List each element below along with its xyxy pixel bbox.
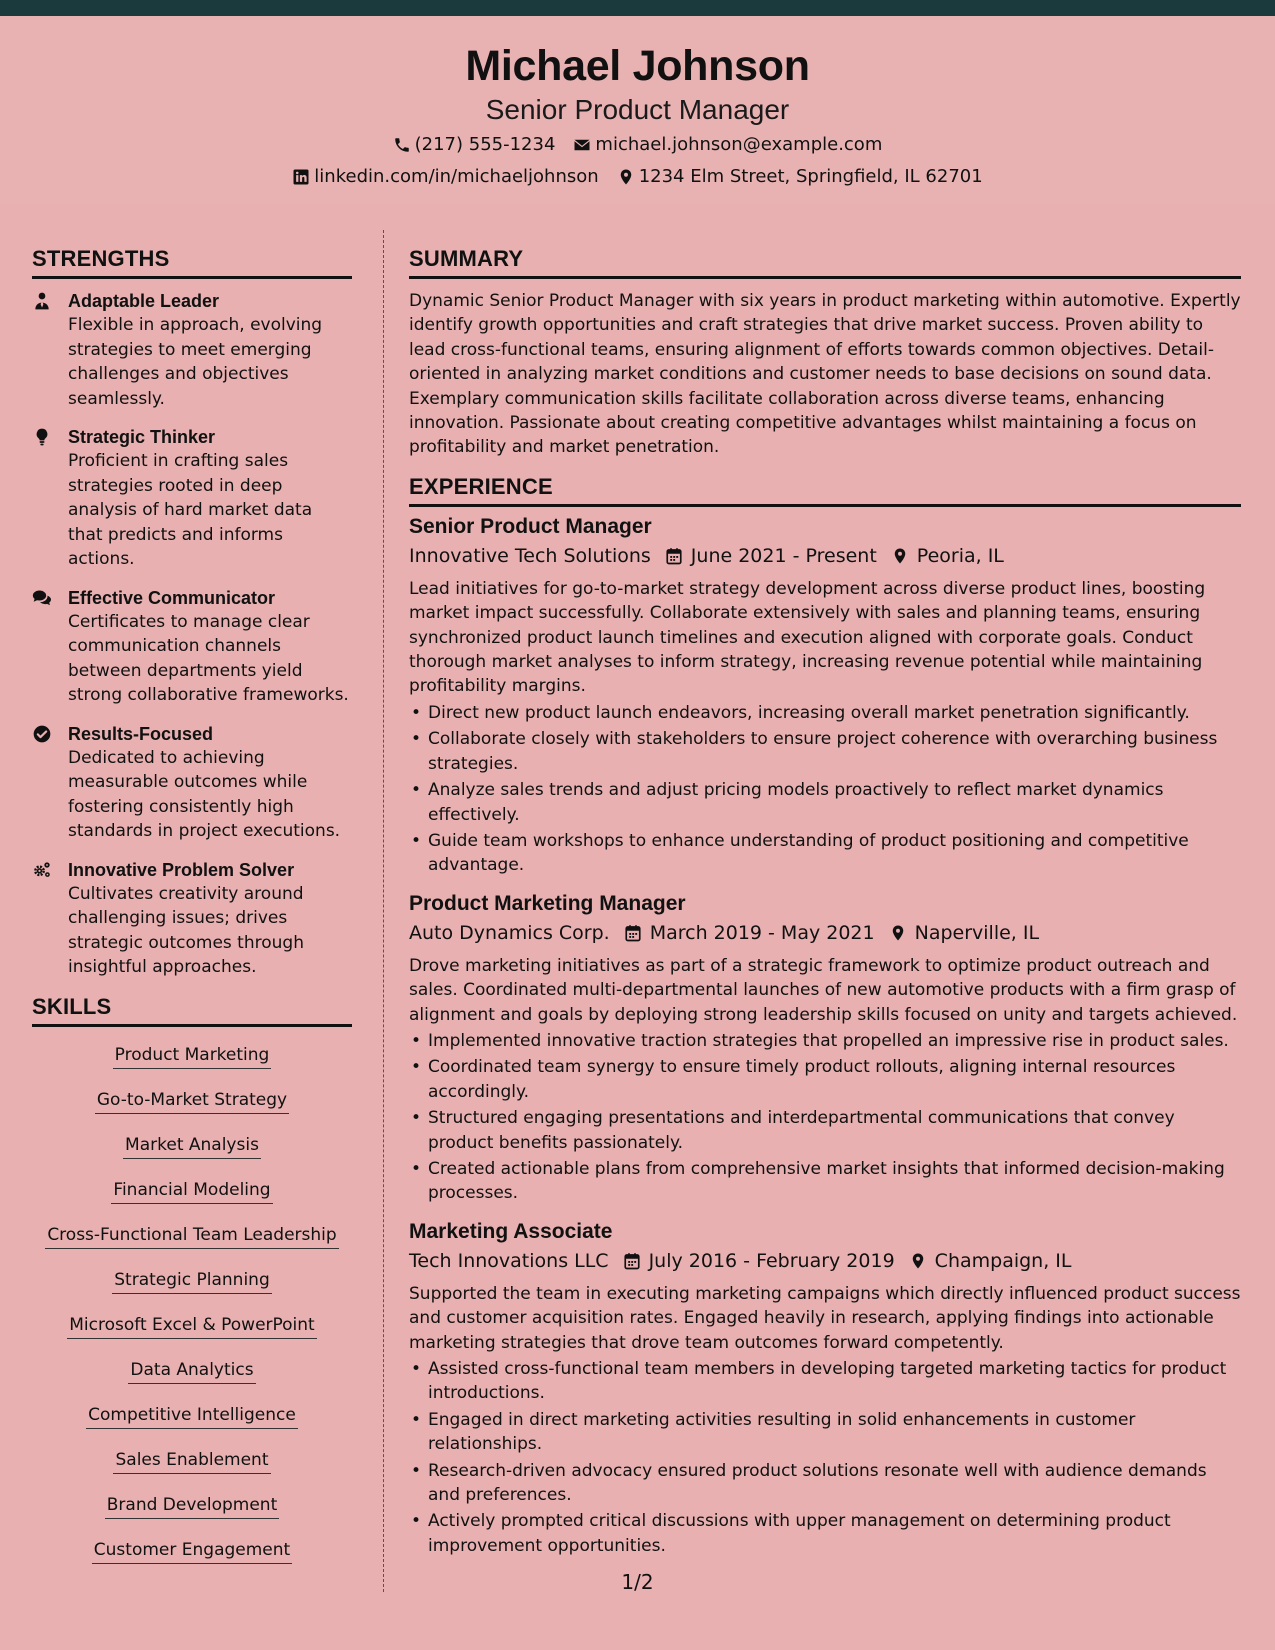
envelope-icon (573, 136, 591, 154)
strength-item (32, 858, 352, 980)
strength-title: Strategic Thinker (68, 427, 216, 447)
email-text[interactable]: michael.johnson@example.com (595, 134, 883, 155)
right-column (409, 246, 1241, 1570)
job-title: Product Marketing Manager (409, 891, 686, 915)
job-bullet: • Direct new product launch endeavors, increasing overall market penetration significantly. (409, 701, 1241, 725)
left-column (32, 246, 352, 1583)
skill-item: Cross-Functional Team Leadership (45, 1223, 338, 1249)
job-dates-text: March 2019 - May 2021 (649, 921, 875, 944)
job-bullet: • Research-driven advocacy ensured product solutions resonate well with audience demands and preferences. (409, 1459, 1241, 1508)
candidate-name: Michael Johnson (465, 42, 810, 90)
job-bullet: • Analyze sales trends and adjust pricing models proactively to reflect market dynamics effectively. (409, 778, 1241, 827)
job-dates (623, 1246, 895, 1276)
summary-heading: SUMMARY (409, 246, 1241, 279)
summary-section (409, 246, 1241, 460)
job-description: Supported the team in executing marketing campaigns which directly influenced product success and customer acquisition rates. Engaged heavily in research, applying findings into actionable marketing strategies that drove team outcomes forward competently. (409, 1283, 1241, 1353)
phone-text: (217) 555-1234 (414, 134, 556, 155)
job-bullet: • Structured engaging presentations and interdepartmental communications that convey product benefits passionately. (409, 1106, 1241, 1155)
skill-item: Brand Development (105, 1493, 279, 1519)
phone-contact (393, 134, 556, 155)
column-divider (383, 230, 384, 1592)
strength-item (32, 586, 352, 708)
skill-item: Strategic Planning (112, 1268, 271, 1294)
lightbulb-icon (32, 425, 68, 572)
map-marker-icon (891, 547, 909, 565)
resume-header (0, 16, 1275, 204)
job-company: Tech Innovations LLC (409, 1249, 609, 1272)
skill-item: Sales Enablement (113, 1448, 270, 1474)
check-circle-icon (32, 722, 68, 844)
strength-desc: Dedicated to achieving measurable outcomes while fostering consistently high standards in project executions. (68, 747, 341, 841)
skill-item: Data Analytics (128, 1358, 255, 1384)
strength-title: Innovative Problem Solver (68, 859, 295, 880)
skill-item: Market Analysis (123, 1133, 261, 1159)
strength-desc: Flexible in approach, evolving strategies to meet emerging challenges and objectives seamlessly. (68, 315, 323, 409)
job-bullets (409, 1357, 1241, 1558)
skill-item: Product Marketing (113, 1043, 272, 1069)
strength-item (32, 425, 352, 572)
job-bullet: • Coordinated team synergy to ensure timely product rollouts, aligning internal resources accordingly. (409, 1055, 1241, 1104)
linkedin-icon (292, 168, 310, 186)
job-company: Innovative Tech Solutions (409, 544, 651, 567)
job-bullet: • Actively prompted critical discussions with upper management on determining product improvement opportunities. (409, 1509, 1241, 1558)
job-bullets (409, 1029, 1241, 1206)
map-marker-icon (909, 1252, 927, 1270)
job-bullet: • Assisted cross-functional team members in developing targeted marketing tactics for product introductions. (409, 1357, 1241, 1406)
strength-title: Results-Focused (68, 723, 214, 744)
user-tie-icon (32, 289, 68, 411)
job-entry (409, 513, 1241, 878)
strengths-section (32, 246, 352, 980)
experience-heading: EXPERIENCE (409, 474, 1241, 507)
linkedin-text[interactable]: linkedin.com/in/michaeljohnson (314, 166, 599, 187)
strength-desc: Certificates to manage clear communication channels between departments yield strong collaborative frameworks. (68, 611, 349, 705)
map-marker-icon (889, 924, 907, 942)
job-dates (624, 918, 875, 948)
strength-item (32, 722, 352, 844)
job-description: Drove marketing initiatives as part of a strategic framework to optimize product outreach and sales. Coordinated multi-departmental launches of new automotive products with a firm grasp of alignment and goals by deploying strong leadership skills focused on unity and targets achieved. (409, 955, 1238, 1025)
job-dates-text: June 2021 - Present (690, 544, 877, 567)
job-location (889, 918, 1039, 948)
address-contact (617, 166, 983, 187)
job-dates (665, 541, 877, 571)
calendar-icon (623, 1252, 641, 1270)
job-location-text: Peoria, IL (916, 544, 1004, 567)
strength-title: Adaptable Leader (68, 291, 220, 311)
job-bullet: • Engaged in direct marketing activities resulting in solid enhancements in customer relationships. (409, 1408, 1241, 1457)
experience-section (409, 474, 1241, 1558)
job-location (909, 1246, 1072, 1276)
skills-section (32, 994, 352, 1583)
job-title: Marketing Associate (409, 1219, 613, 1243)
job-bullet: • Created actionable plans from comprehensive market insights that informed decision-making processes. (409, 1157, 1241, 1206)
email-contact[interactable] (573, 134, 882, 155)
top-bar (0, 0, 1275, 16)
summary-text: Dynamic Senior Product Manager with six years in product marketing within automotive. Expertly identify growth opportunities and craft strategies that drive market success. Proven ability to lead cross-functional teams, ensuring alignment of efforts towards common objectives. Detail-oriented in analyzing market conditions and customer needs to base decisions on sound data. Exemplary communication skills facilitate collaboration across diverse teams, enhancing innovation. Passionate about creating competitive advantages whilst maintaining a focus on profitability and market penetration. (409, 291, 1241, 458)
contact-row-2 (0, 166, 1275, 187)
strength-desc: Cultivates creativity around challenging issues; drives strategic outcomes through insightful approaches. (68, 883, 304, 977)
job-dates-text: July 2016 - February 2019 (648, 1249, 895, 1272)
page-number: 1/2 (621, 1570, 654, 1594)
strength-desc: Proficient in crafting sales strategies rooted in deep analysis of hard market data that predicts and informs actions. (68, 451, 313, 569)
job-bullet: • Implemented innovative traction strategies that propelled an impressive rise in product sales. (409, 1029, 1241, 1053)
linkedin-contact[interactable] (292, 166, 598, 187)
strength-title: Effective Communicator (68, 587, 276, 608)
skills-heading: SKILLS (32, 994, 352, 1027)
job-company: Auto Dynamics Corp. (409, 921, 610, 944)
address-text: 1234 Elm Street, Springfield, IL 62701 (638, 166, 983, 187)
skill-item: Competitive Intelligence (86, 1403, 298, 1429)
skill-item: Financial Modeling (111, 1178, 272, 1204)
candidate-title: Senior Product Manager (485, 94, 790, 125)
calendar-icon (624, 924, 642, 942)
job-entry (409, 890, 1241, 1206)
job-title: Senior Product Manager (409, 514, 652, 538)
skill-item: Go-to-Market Strategy (95, 1088, 289, 1114)
skill-item: Microsoft Excel & PowerPoint (67, 1313, 316, 1339)
skill-list (32, 1043, 352, 1583)
strengths-heading: STRENGTHS (32, 246, 352, 279)
job-description: Lead initiatives for go-to-market strategy development across diverse product lines, boosting market impact successfully. Collaborate extensively with sales and planning teams, ensuring synchronized product launch timelines and execution aligned with corporate goals. Conduct thorough market analyses to inform strategy, increasing revenue potential while maintaining profitability margins. (409, 578, 1206, 697)
phone-icon (393, 136, 411, 154)
job-location-text: Champaign, IL (934, 1249, 1072, 1272)
job-bullets (409, 701, 1241, 878)
skill-item: Customer Engagement (92, 1538, 292, 1564)
job-location (891, 541, 1004, 571)
job-meta (409, 1246, 1241, 1276)
job-entry (409, 1218, 1241, 1558)
job-meta (409, 918, 1241, 948)
strength-item (32, 289, 352, 411)
job-bullet: • Collaborate closely with stakeholders to ensure project coherence with overarching business strategies. (409, 727, 1241, 776)
job-bullet: • Guide team workshops to enhance understanding of product positioning and competitive advantage. (409, 829, 1241, 878)
map-marker-icon (617, 168, 635, 186)
contact-row-1 (0, 134, 1275, 155)
job-meta (409, 541, 1241, 571)
cogs-icon (32, 858, 68, 980)
comments-icon (32, 586, 68, 708)
calendar-icon (665, 547, 683, 565)
job-location-text: Naperville, IL (914, 921, 1040, 944)
